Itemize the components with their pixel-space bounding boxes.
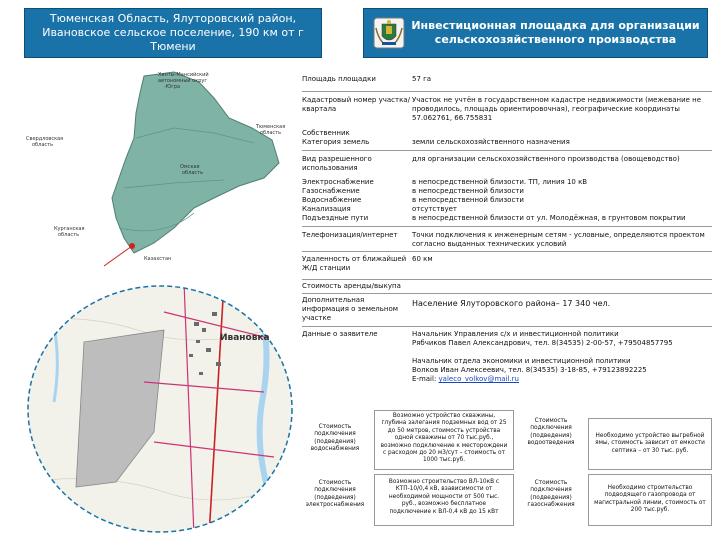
info-value: Точки подключения к инженерным сетям - условные, определяются проектом согласно выданных технических условий: [412, 231, 705, 248]
cost-label-line: газоснабжения: [527, 502, 575, 509]
map-label: область: [260, 130, 282, 136]
info-row-rent: [302, 282, 712, 294]
info-value: 60 км: [412, 255, 433, 263]
info-label: Газоснабжение: [302, 187, 360, 195]
cost-label-line: (подведения): [314, 438, 356, 445]
info-label: Подъездные пути: [302, 214, 369, 222]
info-value: земли сельскохозяйственного назначения: [412, 138, 570, 146]
info-label: Стоимость аренды/выкупа: [302, 282, 401, 290]
info-value: Начальник отдела экономики и инвестиционной политики: [412, 357, 631, 365]
cost-label-line: Стоимость: [318, 424, 352, 430]
header-title-line: сельскохозяйственного производства: [434, 33, 677, 46]
cost-desc-line: с расходом до 20 м3/сут – стоимость от: [383, 450, 505, 457]
location-map: [24, 282, 296, 536]
info-row-sewer: [302, 205, 712, 214]
gas-description: [588, 474, 712, 526]
cost-desc-line: подключение к ВЛ-0,4 кВ до 15 кВт: [389, 508, 499, 515]
cost-label-line: водоснабжения: [310, 446, 360, 453]
info-value: [412, 282, 712, 293]
info-row-cadastral: [302, 96, 712, 129]
info-value: Участок не учтён в государственном кадастре недвижимости (межевание не проводилось, площадь ориентировочная), географические координаты 57.062761, 66.755831: [412, 96, 702, 122]
region-map: [24, 68, 296, 280]
cost-desc-line: руб., возможно бесплатное: [401, 501, 487, 508]
email-line: [412, 375, 712, 384]
info-label: Кадастровый номер участка/квартала: [302, 96, 410, 113]
map-label: Омская: [180, 164, 200, 170]
info-row-category: [302, 138, 712, 151]
info-value: Население Ялуторовского района– 17 340 чел.: [412, 299, 611, 308]
info-value: Рябчиков Павел Александрович, тел. 8(34535) 2-00-57, +79504857795: [412, 339, 673, 347]
header-location: [24, 8, 322, 58]
cost-label-line: (подведения): [530, 432, 572, 439]
map-label: область: [58, 232, 80, 238]
cost-desc-line: ямы, стоимость зависит от емкости: [595, 440, 705, 447]
info-label: Собственник: [302, 129, 350, 137]
cost-desc-line: Необходимо устройство выгребной: [595, 433, 705, 439]
info-row-area: [302, 75, 712, 92]
site-marker-icon: [129, 243, 135, 249]
map-label: Ханты-Мансийский: [158, 72, 209, 78]
header-location-line: Тюменская Область, Ялуторовский район,: [49, 12, 297, 25]
info-row-usage: [302, 155, 712, 178]
water-supply-cost-label: [298, 418, 372, 470]
cost-desc-line: глубина залегания подземных вод от 25: [381, 420, 507, 427]
cost-label-line: электроснабжения: [305, 502, 365, 509]
power-cost-label: [298, 480, 372, 526]
info-row-owner: [302, 129, 712, 138]
coat-of-arms-icon: [372, 16, 406, 50]
map-label: автономный округ: [158, 78, 207, 84]
info-label: Удаленность от ближайшей Ж/Д станции: [302, 255, 407, 272]
map-label: область: [182, 170, 204, 176]
cost-label-line: подключения: [530, 425, 572, 432]
map-label: Ивановка: [220, 333, 270, 343]
info-value: в непосредственной близости от ул. Молодёжная, в грунтовом покрытии: [412, 214, 686, 222]
map-label: область: [32, 142, 54, 148]
cost-label-line: Стоимость: [534, 418, 568, 424]
cost-desc-line: КТП-10/0,4 кВ, взависимости от: [395, 486, 493, 493]
map-label: Курганская: [54, 226, 85, 232]
info-label: Площадь площадки: [302, 75, 376, 83]
header-title-line: Инвестиционная площадка для организации: [411, 19, 700, 32]
map-label: Казахстан: [144, 256, 172, 262]
cost-desc-line: подводящего газопровода от: [604, 492, 696, 499]
header-location-line: Ивановское сельское поселение, 190 км от г Тюмени: [42, 26, 304, 53]
cost-label-line: подключения: [530, 487, 572, 494]
info-label: Канализация: [302, 205, 351, 213]
info-value: для организации сельскохозяйственного производства (овощеводство): [412, 155, 680, 163]
cost-desc-line: Возможно строительство ВЛ-10кВ с: [388, 479, 500, 485]
cost-desc-line: магистральной линии, стоимость от: [594, 499, 706, 506]
gas-cost-label: [516, 480, 586, 526]
cost-desc-line: до 50 метров, стоимость устройства: [387, 427, 501, 434]
info-value: Волков Иван Алексеевич, тел. 8(34535) 3-18-85, +79123892225: [412, 366, 647, 374]
header-title: [363, 8, 708, 58]
info-label: Телефонизация/интернет: [302, 231, 398, 239]
cost-label-line: (подведения): [530, 494, 572, 501]
sewage-description: [588, 418, 712, 470]
info-row-extra: [302, 296, 712, 327]
cost-label-line: водоотведения: [527, 440, 575, 447]
cost-label-line: Стоимость: [534, 480, 568, 486]
info-row-water: [302, 196, 712, 205]
info-row-gas: [302, 187, 712, 196]
info-value: отсутствует: [412, 205, 458, 213]
info-label: Категория земель: [302, 138, 370, 146]
cost-desc-line: возможно подключение к месторождени: [380, 442, 508, 449]
cost-label-line: подключения: [314, 487, 356, 494]
sewage-cost-label: [516, 418, 586, 470]
info-value: в непосредственной близости: [412, 196, 524, 204]
info-label: Данные о заявителе: [302, 330, 378, 338]
cost-desc-line: септика – от 30 тыс. руб.: [611, 447, 689, 454]
cost-desc-line: необходимой мощности от 500 тыс.: [388, 493, 500, 500]
cost-desc-line: одной скважины от 70 тыс.руб.,: [394, 435, 494, 442]
info-row-power: [302, 178, 712, 187]
cost-desc-line: Возможно устройство скважины,: [392, 413, 496, 419]
email-link[interactable]: yaleco_volkov@mail.ru: [438, 375, 519, 383]
map-label: Тюменская: [256, 124, 286, 130]
cost-label-line: Стоимость: [318, 480, 352, 486]
info-row-roads: [302, 214, 712, 227]
applicant-contacts: [412, 330, 712, 384]
map-label: Свердловская: [26, 136, 64, 142]
water-supply-description: [374, 410, 514, 470]
info-value: 57 га: [412, 75, 432, 83]
map-label: -Югра: [164, 84, 181, 90]
email-prefix: E-mail:: [412, 375, 439, 383]
info-label: Водоснабжение: [302, 196, 362, 204]
info-value: в непосредственной близости: [412, 187, 524, 195]
info-label: Электроснабжение: [302, 178, 374, 186]
info-row-rail-distance: [302, 255, 712, 280]
cost-desc-line: 1000 тыс.руб.: [422, 457, 466, 464]
cost-label-line: (подведения): [314, 494, 356, 501]
info-row-applicant: [302, 330, 712, 384]
cost-desc-line: Необходимо строительство: [607, 485, 693, 491]
cost-label-line: подключения: [314, 431, 356, 438]
info-value: Начальник Управления с/х и инвестиционной политики: [412, 330, 619, 338]
info-value: в непосредственной близости. ТП, линия 10 кВ: [412, 178, 588, 186]
info-label: Вид разрешенного использования: [302, 155, 372, 172]
info-row-telecom: [302, 231, 712, 252]
info-label: Дополнительная информация о земельном участке: [302, 296, 399, 322]
cost-table: [298, 410, 712, 526]
info-table: [302, 75, 712, 384]
power-description: [374, 474, 514, 526]
cost-desc-line: 200 тыс.руб.: [630, 507, 670, 514]
info-value: [412, 129, 712, 138]
